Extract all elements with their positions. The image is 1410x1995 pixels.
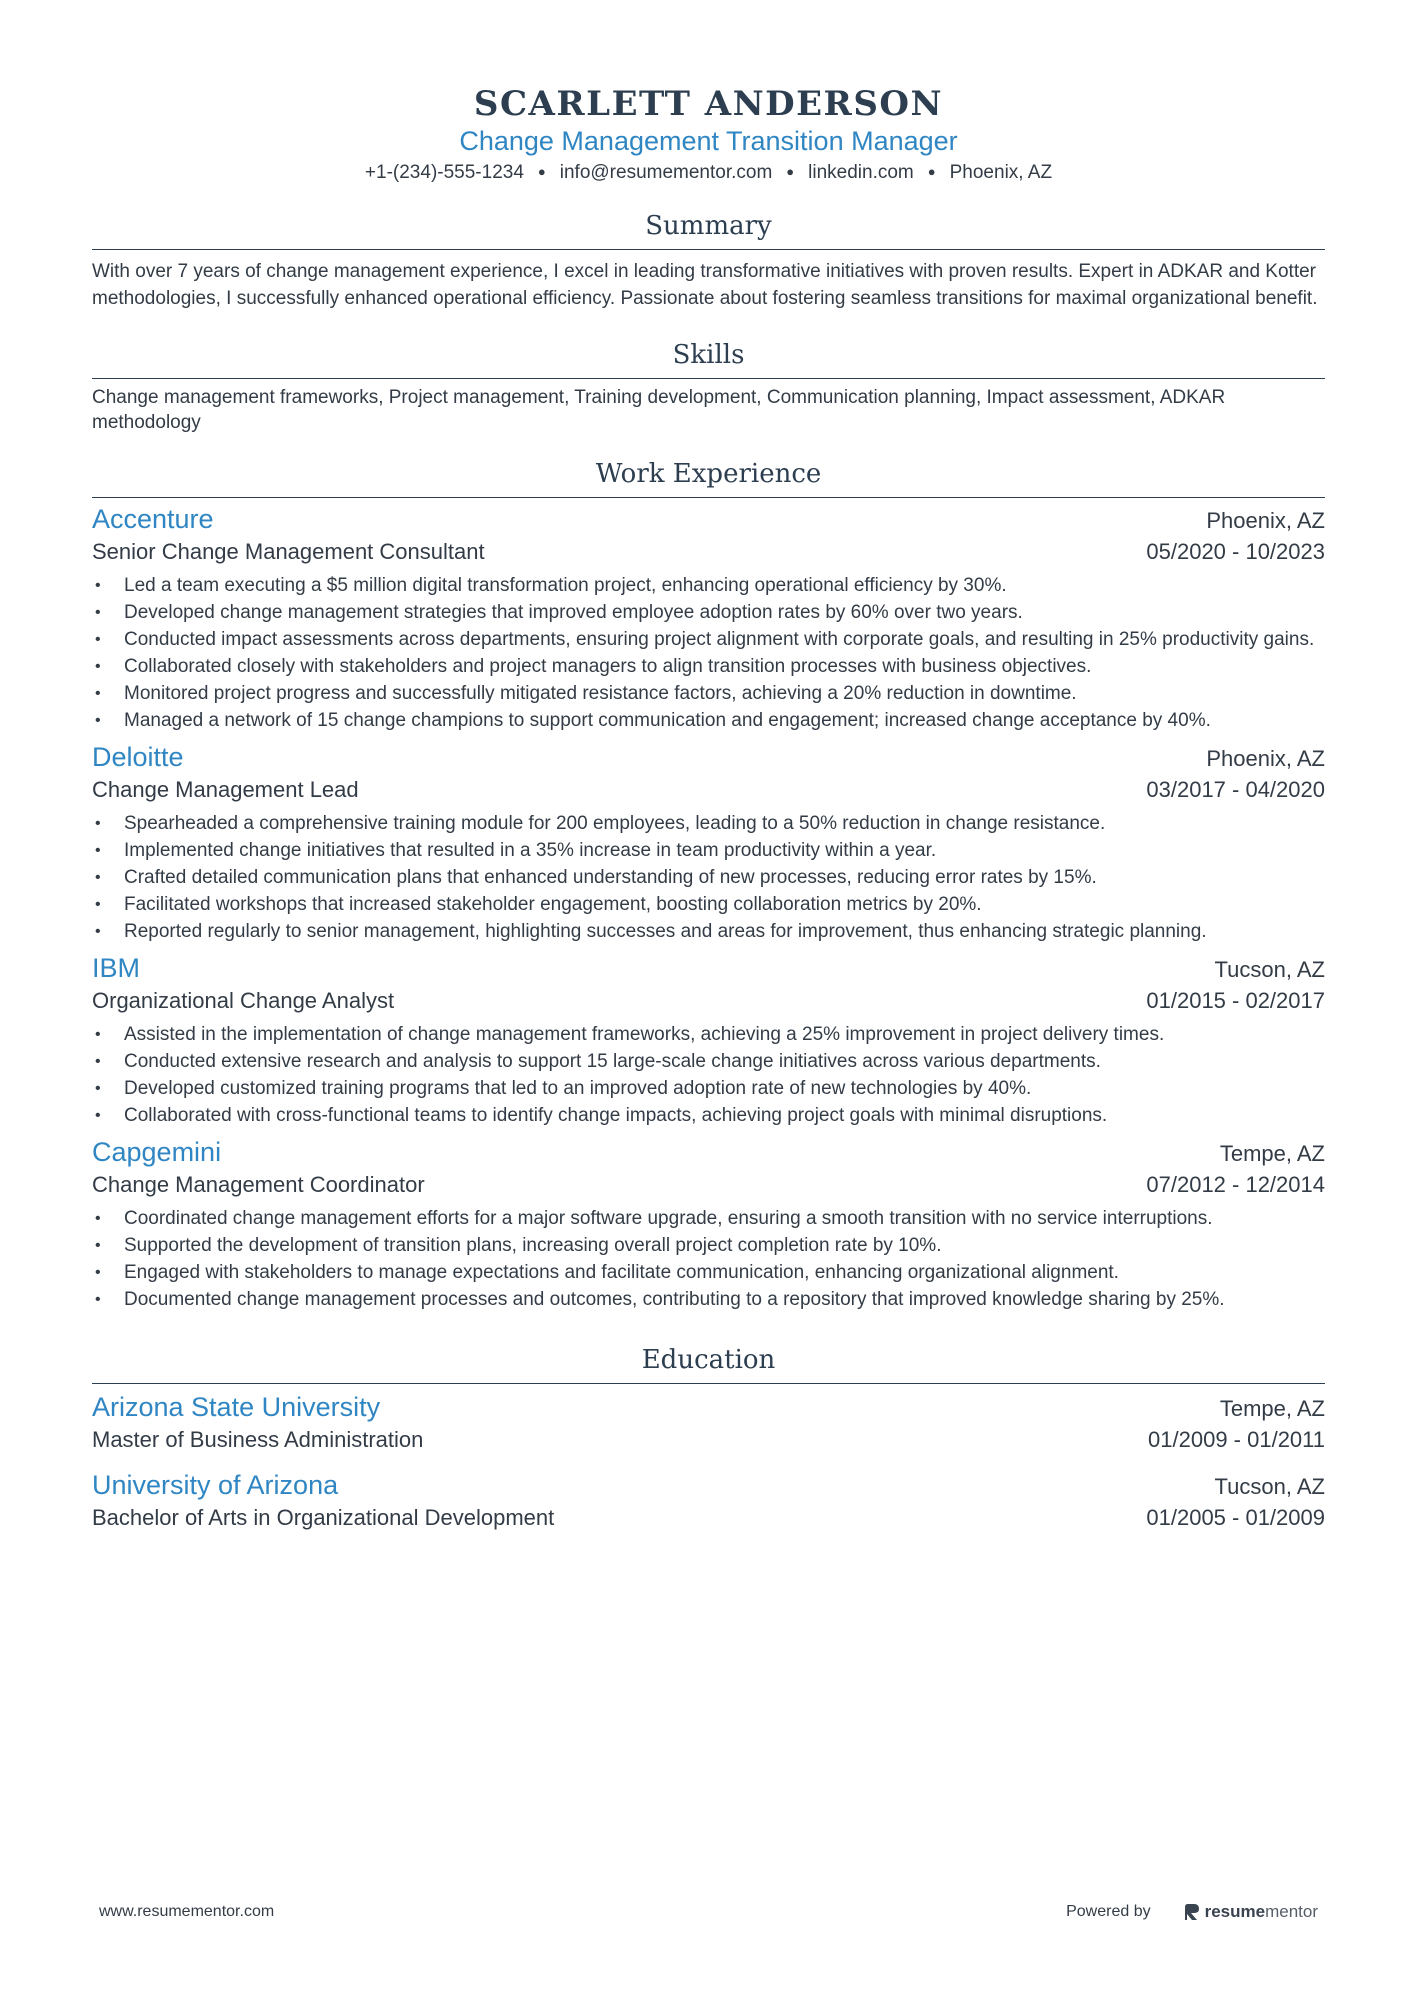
job-company: Capgemini [92, 1137, 222, 1167]
section-divider [92, 249, 1325, 250]
job-entry [92, 502, 1325, 734]
list-item: • Implemented change initiatives that resulted in a 35% increase in team productivity within a year. [92, 837, 1325, 864]
job-company: Deloitte [92, 742, 184, 772]
job-bullets [92, 810, 1325, 945]
candidate-name: SCARLETT ANDERSON [473, 84, 944, 124]
list-item: • Facilitated workshops that increased stakeholder engagement, boosting collaboration metrics by 20%. [92, 891, 1325, 918]
section-title-skills: Skills [672, 340, 745, 370]
list-item: • Reported regularly to senior management, highlighting successes and areas for improvement, thus enhancing strategic planning. [92, 918, 1325, 945]
job-title: Change Management Lead [92, 777, 359, 802]
section-title-education: Education [641, 1345, 776, 1375]
candidate-role: Change Management Transition Manager [459, 126, 958, 156]
job-dates: 03/2017 - 04/2020 [1146, 777, 1325, 802]
list-item: • Monitored project progress and successfully mitigated resistance factors, achieving a 20% reduction in downtime. [92, 680, 1325, 707]
contact-location: Phoenix, AZ [949, 162, 1053, 183]
job-location: Tempe, AZ [1219, 1141, 1325, 1166]
separator-dot-icon: ● [927, 164, 936, 179]
list-item: • Conducted impact assessments across departments, ensuring project alignment with corporate goals, and resulting in 25% productivity gains. [92, 626, 1325, 653]
brand-block [1066, 1902, 1318, 1922]
job-dates: 05/2020 - 10/2023 [1146, 539, 1325, 564]
resume-header [92, 0, 1325, 187]
contact-phone: +1-(234)-555-1234 [364, 162, 524, 183]
separator-dot-icon: ● [786, 164, 795, 179]
resumementor-logo-icon [1183, 1902, 1201, 1922]
list-item: • Documented change management processes and outcomes, contributing to a repository that improved knowledge sharing by 25%. [92, 1286, 1325, 1313]
job-title: Senior Change Management Consultant [92, 539, 485, 564]
job-location: Phoenix, AZ [1206, 746, 1325, 771]
education-entry [92, 1468, 1325, 1534]
list-item: • Collaborated with cross-functional teams to identify change impacts, achieving project goals with minimal disruptions. [92, 1102, 1325, 1129]
job-dates: 01/2015 - 02/2017 [1146, 988, 1325, 1013]
experience-section [92, 457, 1325, 1313]
list-item: • Developed customized training programs that led to an improved adoption rate of new technologies by 40%. [92, 1075, 1325, 1102]
powered-by-label: Powered by [1066, 1903, 1151, 1920]
summary-section [92, 209, 1325, 312]
list-item: • Coordinated change management efforts for a major software upgrade, ensuring a smooth transition with no service interruptions. [92, 1205, 1325, 1232]
list-item: • Managed a network of 15 change champions to support communication and engagement; increased change acceptance by 40%. [92, 707, 1325, 734]
education-dates: 01/2005 - 01/2009 [1146, 1505, 1325, 1530]
brand-name[interactable] [1205, 1902, 1318, 1922]
contact-linkedin[interactable]: linkedin.com [808, 162, 914, 183]
section-divider [92, 497, 1325, 498]
school-name: Arizona State University [92, 1392, 381, 1422]
school-location: Tempe, AZ [1219, 1396, 1325, 1421]
degree: Master of Business Administration [92, 1427, 424, 1452]
list-item: • Developed change management strategies that improved employee adoption rates by 60% over two years. [92, 599, 1325, 626]
list-item: • Spearheaded a comprehensive training module for 200 employees, leading to a 50% reduction in change resistance. [92, 810, 1325, 837]
job-entry [92, 1135, 1325, 1313]
school-name: University of Arizona [92, 1470, 339, 1500]
job-dates: 07/2012 - 12/2014 [1146, 1172, 1325, 1197]
page-footer [99, 1902, 1318, 1922]
education-entry [92, 1390, 1325, 1456]
job-location: Tucson, AZ [1214, 957, 1325, 982]
section-divider [92, 378, 1325, 379]
section-title-summary: Summary [645, 211, 772, 241]
list-item: • Crafted detailed communication plans that enhanced understanding of new processes, reducing error rates by 15%. [92, 864, 1325, 891]
list-item: • Conducted extensive research and analysis to support 15 large-scale change initiatives across various departments. [92, 1048, 1325, 1075]
job-bullets [92, 1021, 1325, 1129]
contact-email[interactable]: info@resumementor.com [559, 162, 773, 183]
brand-name-light: mentor [1265, 1902, 1318, 1921]
skills-text: Change management frameworks, Project management, Training development, Communication planning, Impact assessment, ADKAR methodology [92, 387, 1226, 433]
education-section [92, 1343, 1325, 1534]
resume-page [92, 0, 1325, 1534]
job-company: IBM [92, 953, 141, 983]
list-item: • Engaged with stakeholders to manage expectations and facilitate communication, enhancing organizational alignment. [92, 1259, 1325, 1286]
section-divider [92, 1383, 1325, 1384]
school-location: Tucson, AZ [1214, 1474, 1325, 1499]
section-title-experience: Work Experience [595, 459, 822, 489]
job-bullets [92, 1205, 1325, 1313]
summary-text: With over 7 years of change management experience, I excel in leading transformative initiatives with proven results. Expert in ADKAR and Kotter methodologies, I successfully enhanced operational efficiency. Passionate about fostering seamless transitions for maximal organizational benefit. [92, 261, 1318, 309]
degree: Bachelor of Arts in Organizational Development [92, 1505, 555, 1530]
skills-section [92, 338, 1325, 435]
job-title: Organizational Change Analyst [92, 988, 395, 1013]
job-bullets [92, 572, 1325, 734]
footer-website[interactable]: www.resumementor.com [99, 1903, 275, 1920]
separator-dot-icon: ● [537, 164, 546, 179]
list-item: • Supported the development of transition plans, increasing overall project completion rate by 10%. [92, 1232, 1325, 1259]
job-entry [92, 740, 1325, 945]
job-location: Phoenix, AZ [1206, 508, 1325, 533]
education-dates: 01/2009 - 01/2011 [1148, 1427, 1325, 1452]
job-title: Change Management Coordinator [92, 1172, 425, 1197]
job-company: Accenture [92, 504, 214, 534]
list-item: • Led a team executing a $5 million digital transformation project, enhancing operational efficiency by 30%. [92, 572, 1325, 599]
contact-line [92, 158, 1325, 187]
job-entry [92, 951, 1325, 1129]
brand-name-bold: resume [1204, 1902, 1266, 1921]
list-item: • Collaborated closely with stakeholders and project managers to align transition processes with business objectives. [92, 653, 1325, 680]
list-item: • Assisted in the implementation of change management frameworks, achieving a 25% improvement in project delivery times. [92, 1021, 1325, 1048]
